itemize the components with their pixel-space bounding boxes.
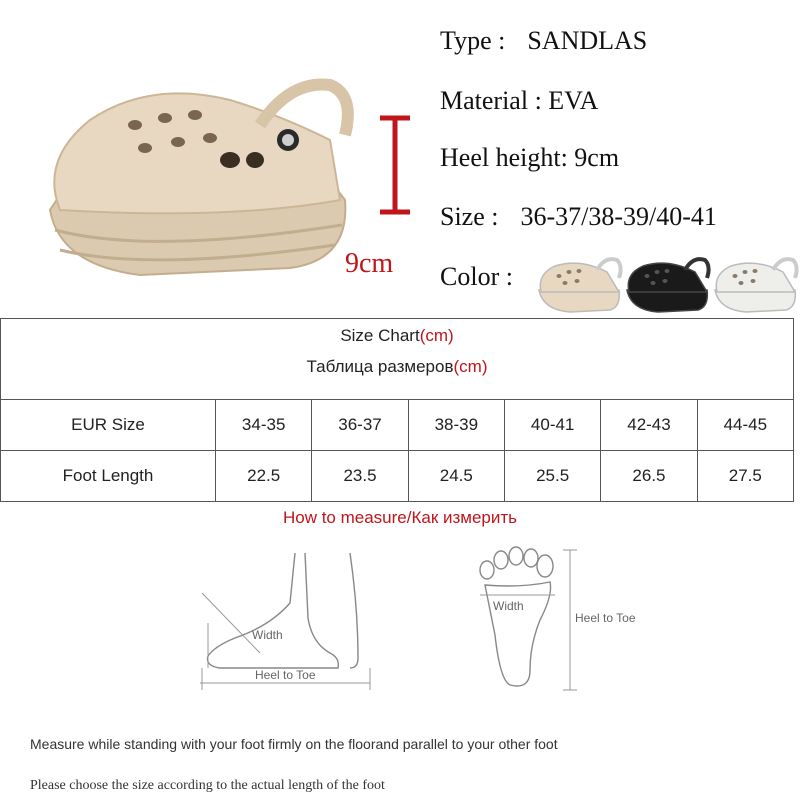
eur-size-cell: 34-35 — [216, 400, 312, 451]
spec-type-value: SANDLAS — [527, 26, 648, 55]
size-chart-title — [1, 319, 794, 354]
size-chart-title-text: Size Chart — [340, 326, 420, 345]
size-choice-note: Please choose the size according to the actual length of the foot — [30, 778, 385, 793]
how-to-measure-heading: How to measure/Как измерить — [282, 508, 518, 527]
foot-length-label: Foot Length — [1, 451, 216, 502]
foot-top-diagram — [475, 540, 685, 695]
spec-color-label: Color : — [440, 262, 513, 291]
spec-size-value: 36-37/38-39/40-41 — [520, 202, 717, 231]
foot-length-cell: 27.5 — [697, 451, 793, 502]
spec-size-label: Size : — [440, 202, 499, 231]
size-chart-subtitle-unit: (cm) — [453, 357, 488, 376]
foot-side-diagram — [200, 548, 410, 698]
size-chart-subtitle — [1, 353, 794, 400]
spec-material: Material : EVA — [440, 86, 599, 115]
color-swatches — [535, 252, 800, 314]
foot-length-cell: 22.5 — [216, 451, 312, 502]
spec-heel-height: Heel height: 9cm — [440, 143, 620, 172]
heel-to-toe-label-side: Heel to Toe — [255, 668, 316, 682]
size-chart-subtitle-text: Таблица размеров — [306, 357, 454, 376]
size-chart-title-unit: (cm) — [419, 326, 454, 345]
eur-size-cell: 44-45 — [697, 400, 793, 451]
eur-size-cell: 42-43 — [601, 400, 697, 451]
foot-length-cell: 24.5 — [408, 451, 504, 502]
foot-length-cell: 25.5 — [504, 451, 600, 502]
spec-type-label: Type : — [440, 26, 506, 55]
width-label-side: Width — [252, 628, 283, 642]
measure-instruction: Measure while standing with your foot firmly on the floorand parallel to your other foot — [30, 736, 558, 752]
size-chart-table — [0, 318, 794, 502]
foot-length-cell: 23.5 — [312, 451, 408, 502]
eur-size-cell: 40-41 — [504, 400, 600, 451]
width-label-top: Width — [493, 599, 524, 613]
color-swatch-clog — [627, 259, 709, 312]
heel-height-marker — [360, 110, 430, 220]
foot-length-row — [1, 451, 794, 502]
eur-size-cell: 36-37 — [312, 400, 408, 451]
color-swatch-clog — [715, 259, 797, 312]
spec-size — [440, 202, 717, 232]
eur-size-row — [1, 400, 794, 451]
foot-length-cell: 26.5 — [601, 451, 697, 502]
product-photo — [30, 60, 360, 290]
heel-height-label: 9cm — [345, 248, 394, 279]
color-swatch-clog — [539, 259, 621, 312]
spec-type — [440, 26, 647, 56]
eur-size-cell: 38-39 — [408, 400, 504, 451]
eur-size-label: EUR Size — [1, 400, 216, 451]
heel-to-toe-label-top: Heel to Toe — [575, 611, 636, 625]
